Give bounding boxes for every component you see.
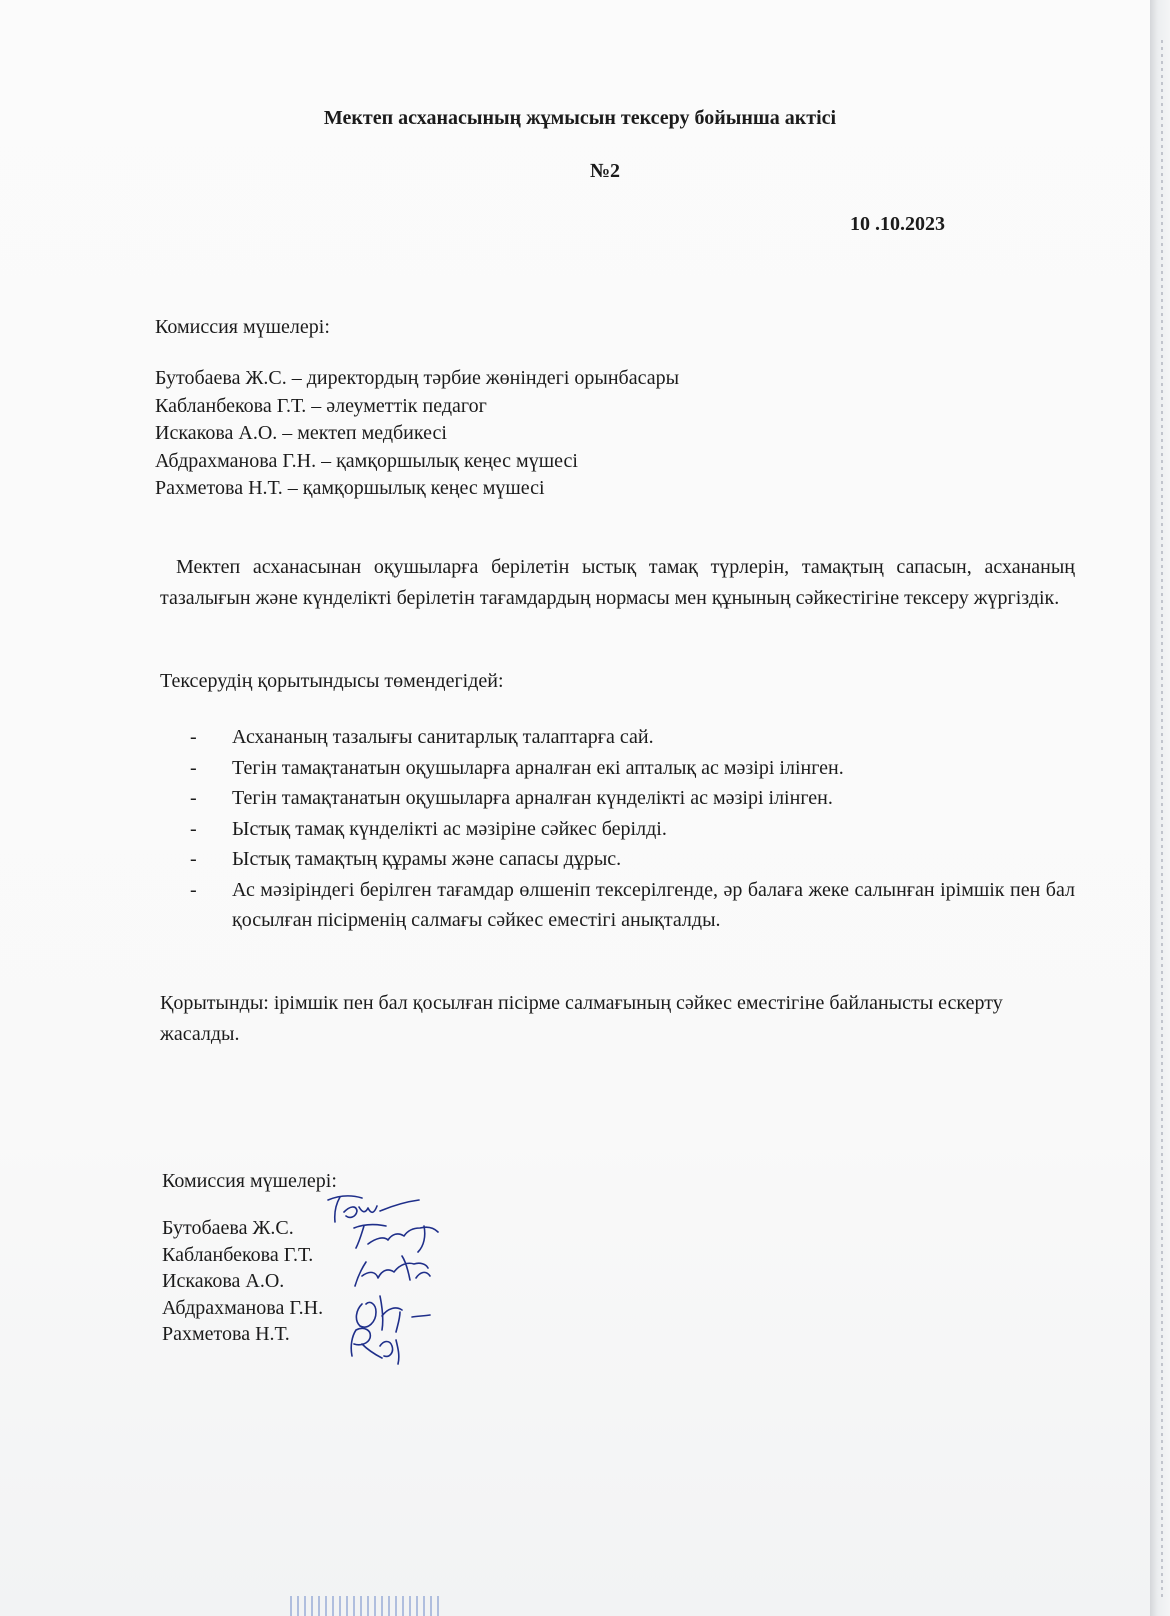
commission-heading: Комиссия мүшелері:	[155, 316, 330, 338]
finding-text: Тегін тамақтанатын оқушыларға арналған күнделікті ас мәзірі ілінген.	[232, 787, 833, 809]
finding-text: Ыстық тамақ күнделікті ас мәзіріне сәйкес берілді.	[232, 817, 667, 840]
finding-text: Ыстық тамақтың құрамы және сапасы дұрыс.	[232, 848, 622, 870]
document-date: 10 .10.2023	[850, 213, 945, 235]
signer-name: Бутобаева Ж.С.	[162, 1217, 294, 1239]
results-heading: Тексерудің қорытындысы төмендегідей:	[160, 670, 504, 692]
bullet-dash: -	[190, 848, 197, 870]
signature-kablanbekova	[354, 1225, 438, 1252]
signer-name: Искакова А.О.	[162, 1270, 285, 1292]
binding-perforation	[1161, 40, 1163, 1600]
finding-text: Тегін тамақтанатын оқушыларға арналған екі апталық ас мәзірі ілінген.	[232, 756, 844, 779]
signer-name: Абдрахманова Г.Н.	[162, 1296, 324, 1319]
document-number: №2	[589, 160, 621, 182]
signature-butobaeva	[328, 1196, 419, 1222]
member-item: Кабланбекова Г.Т. – әлеуметтік педагог	[155, 394, 487, 417]
document-title: Мектеп асханасының жұмысын тексеру бойынша актісі	[323, 107, 837, 129]
conclusion-text: Қорытынды: ірімшік пен бал қосылған пісірме салмағының сәйкес еместігіне байланысты ескерту жасалды.	[160, 992, 1003, 1045]
member-item: Искакова А.О. – мектеп медбикесі	[155, 422, 447, 444]
bullet-dash: -	[190, 787, 197, 809]
member-item: Абдрахманова Г.Н. – қамқоршылық кеңес мүшесі	[155, 449, 578, 472]
signature-heading: Комиссия мүшелері:	[162, 1170, 337, 1192]
member-item: Рахметова Н.Т. – қамқоршылық кеңес мүшесі	[155, 477, 545, 499]
page-edge	[1150, 0, 1170, 1616]
bullet-dash: -	[190, 878, 197, 901]
signer-name: Рахметова Н.Т.	[162, 1323, 290, 1345]
finding-text: Асхананың тазалығы санитарлық талаптарға сай.	[232, 726, 654, 748]
bullet-dash: -	[190, 817, 197, 840]
signature-rakhmetova	[351, 1312, 400, 1364]
bullet-dash: -	[190, 726, 197, 748]
signer-name: Кабланбекова Г.Т.	[162, 1243, 314, 1266]
stamp-fragment	[290, 1596, 440, 1616]
finding-text: Ас мәзіріндегі берілген тағамдар өлшеніп тексерілгенде, әр балаға жеке салынған ірімшік пен бал қосылған пісірменің салмағы сәйкес еместігі анықталды.	[232, 878, 1075, 931]
signature-iskakova	[355, 1256, 430, 1286]
bullet-dash: -	[190, 756, 197, 779]
signature-abdrakhmanova	[356, 1296, 430, 1330]
inspection-paragraph: Мектеп асханасынан оқушыларға берілетін ыстық тамақ түрлерін, тамақтың сапасын, асхананың тазалығын және күнделікті берілетін тағамдардың нормасы мен құнының сәйкестігіне тексеру жүргіздік.	[160, 556, 1075, 609]
member-item: Бутобаева Ж.С. – директордың тәрбие жөніндегі орынбасары	[155, 367, 680, 389]
